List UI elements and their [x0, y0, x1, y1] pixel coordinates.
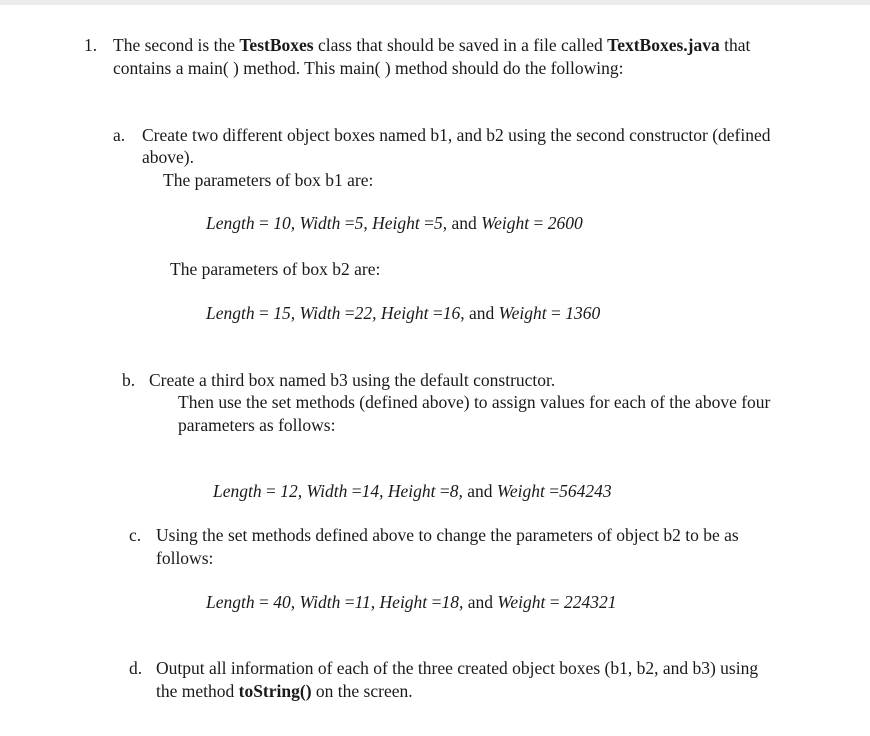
- b3-parameters: Length = 12, Width =14, Height =8, and Weight =564243: [213, 481, 612, 501]
- b2-new-parameters: Length = 40, Width =11, Height =18, and Weight = 224321: [206, 592, 617, 612]
- item1-line2: contains a main( ) method. This main( ) method should do the following:: [113, 58, 624, 78]
- file-name: TextBoxes.java: [607, 35, 720, 55]
- item-d-line2: the method toString() on the screen.: [156, 681, 413, 701]
- item-a-marker: a.: [113, 125, 126, 145]
- item-a-line3: The parameters of box b1 are:: [163, 170, 374, 190]
- item-a-line4: The parameters of box b2 are:: [170, 259, 381, 279]
- item-d-line1: Output all information of each of the three created object boxes (b1, b2, and b3) using: [156, 658, 759, 678]
- item-a-line2: above).: [142, 147, 194, 167]
- item-b-line2: Then use the set methods (defined above) to assign values for each of the above four: [178, 392, 771, 412]
- method-name: toString(): [238, 681, 312, 701]
- top-border: [0, 0, 870, 5]
- item-number: 1.: [84, 35, 98, 55]
- b2-parameters: Length = 15, Width =22, Height =16, and Weight = 1360: [206, 303, 601, 323]
- item-c-marker: c.: [129, 525, 142, 545]
- class-name: TestBoxes: [239, 35, 314, 55]
- item-c-line1: Using the set methods defined above to change the parameters of object b2 to be as: [156, 525, 739, 545]
- item-c-line2: follows:: [156, 548, 214, 568]
- item-d-marker: d.: [129, 658, 143, 678]
- item-b-line3: parameters as follows:: [178, 415, 336, 435]
- b1-parameters: Length = 10, Width =5, Height =5, and Weight = 2600: [206, 213, 583, 233]
- item-b-marker: b.: [122, 370, 136, 390]
- item-a-line1: Create two different object boxes named b1, and b2 using the second constructor (defined: [142, 125, 771, 145]
- item-b-line1: Create a third box named b3 using the default constructor.: [149, 370, 556, 390]
- item1-line1: The second is the TestBoxes class that should be saved in a file called TextBoxes.java that: [113, 35, 751, 55]
